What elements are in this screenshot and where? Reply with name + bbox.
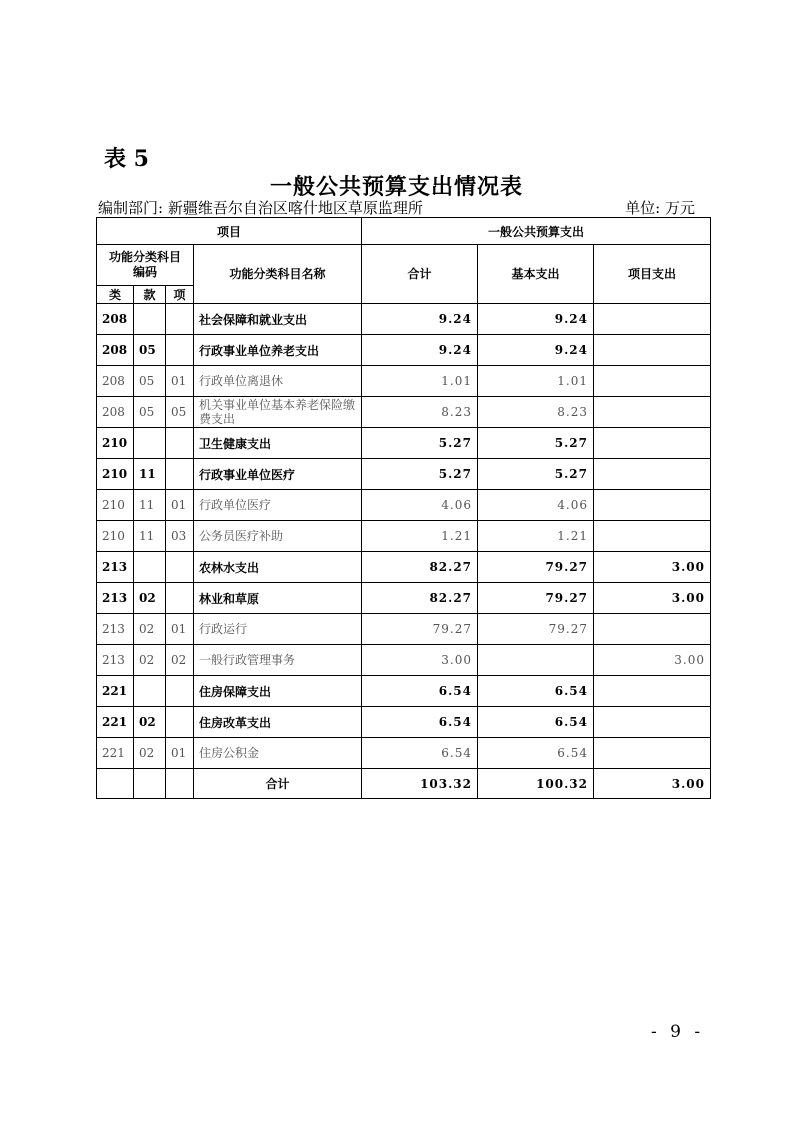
name-cell: 行政单位医疗 bbox=[194, 490, 362, 521]
basic-cell: 5.27 bbox=[478, 459, 594, 490]
kuan-cell: 02 bbox=[134, 583, 166, 614]
lei-cell: 210 bbox=[97, 521, 134, 552]
name-cell: 行政单位离退休 bbox=[194, 366, 362, 397]
kuan-cell: 05 bbox=[134, 335, 166, 366]
code-header-line1: 功能分类科目 bbox=[108, 250, 181, 264]
item-header: 项目支出 bbox=[594, 245, 711, 304]
lei-cell: 210 bbox=[97, 459, 134, 490]
total-amount: 103.32 bbox=[362, 769, 478, 799]
lei-cell: 208 bbox=[97, 366, 134, 397]
item-cell bbox=[594, 304, 711, 335]
total-cell: 8.23 bbox=[362, 397, 478, 428]
lei-cell: 221 bbox=[97, 707, 134, 738]
item-cell bbox=[594, 428, 711, 459]
total-item: 3.00 bbox=[594, 769, 711, 799]
table-row bbox=[97, 707, 711, 738]
table-row bbox=[97, 304, 711, 335]
kuan-cell: 11 bbox=[134, 521, 166, 552]
item-cell: 3.00 bbox=[594, 552, 711, 583]
total-basic: 100.32 bbox=[478, 769, 594, 799]
xiang-cell bbox=[166, 304, 194, 335]
name-cell: 林业和草原 bbox=[194, 583, 362, 614]
total-cell: 6.54 bbox=[362, 676, 478, 707]
department-label: 编制部门: 新疆维吾尔自治区喀什地区草原监理所 bbox=[98, 199, 423, 217]
basic-cell: 5.27 bbox=[478, 428, 594, 459]
name-cell: 住房公积金 bbox=[194, 738, 362, 769]
table-row bbox=[97, 552, 711, 583]
xiang-cell: 01 bbox=[166, 366, 194, 397]
total-cell: 82.27 bbox=[362, 552, 478, 583]
total-cell: 6.54 bbox=[362, 738, 478, 769]
total-header: 合计 bbox=[362, 245, 478, 304]
basic-cell: 79.27 bbox=[478, 552, 594, 583]
name-cell: 农林水支出 bbox=[194, 552, 362, 583]
kuan-cell: 02 bbox=[134, 614, 166, 645]
item-cell bbox=[594, 397, 711, 428]
lei-cell: 210 bbox=[97, 428, 134, 459]
budget-header: 一般公共预算支出 bbox=[362, 218, 711, 245]
basic-cell: 8.23 bbox=[478, 397, 594, 428]
total-cell: 82.27 bbox=[362, 583, 478, 614]
kuan-cell: 02 bbox=[134, 738, 166, 769]
table-row bbox=[97, 614, 711, 645]
kuan-cell: 05 bbox=[134, 397, 166, 428]
project-header: 项目 bbox=[97, 218, 362, 245]
basic-cell: 6.54 bbox=[478, 707, 594, 738]
name-cell: 公务员医疗补助 bbox=[194, 521, 362, 552]
name-header: 功能分类科目名称 bbox=[194, 245, 362, 304]
item-cell bbox=[594, 521, 711, 552]
budget-table bbox=[96, 217, 711, 799]
kuan-cell: 11 bbox=[134, 459, 166, 490]
table-row bbox=[97, 397, 711, 428]
item-cell bbox=[594, 614, 711, 645]
xiang-cell bbox=[166, 676, 194, 707]
lei-cell: 221 bbox=[97, 676, 134, 707]
total-row bbox=[97, 769, 711, 799]
item-cell bbox=[594, 707, 711, 738]
lei-header: 类 bbox=[97, 286, 134, 304]
kuan-cell: 05 bbox=[134, 366, 166, 397]
code-header bbox=[97, 245, 194, 286]
kuan-cell bbox=[134, 676, 166, 707]
xiang-cell: 02 bbox=[166, 645, 194, 676]
total-cell: 79.27 bbox=[362, 614, 478, 645]
name-cell: 机关事业单位基本养老保险缴费支出 bbox=[194, 397, 362, 428]
name-cell: 住房保障支出 bbox=[194, 676, 362, 707]
kuan-cell: 02 bbox=[134, 707, 166, 738]
kuan-cell: 11 bbox=[134, 490, 166, 521]
basic-header: 基本支出 bbox=[478, 245, 594, 304]
kuan-cell bbox=[134, 428, 166, 459]
basic-cell: 79.27 bbox=[478, 614, 594, 645]
item-cell: 3.00 bbox=[594, 583, 711, 614]
item-cell bbox=[594, 366, 711, 397]
xiang-cell bbox=[166, 552, 194, 583]
xiang-cell bbox=[166, 335, 194, 366]
xiang-header: 项 bbox=[166, 286, 194, 304]
name-cell: 住房改革支出 bbox=[194, 707, 362, 738]
basic-cell: 6.54 bbox=[478, 738, 594, 769]
lei-cell: 210 bbox=[97, 490, 134, 521]
total-xiang-cell bbox=[166, 769, 194, 799]
table-row bbox=[97, 335, 711, 366]
total-lei-cell bbox=[97, 769, 134, 799]
lei-cell: 208 bbox=[97, 304, 134, 335]
basic-cell bbox=[478, 645, 594, 676]
xiang-cell bbox=[166, 707, 194, 738]
basic-cell: 6.54 bbox=[478, 676, 594, 707]
basic-cell: 1.21 bbox=[478, 521, 594, 552]
item-cell bbox=[594, 459, 711, 490]
basic-cell: 1.01 bbox=[478, 366, 594, 397]
lei-cell: 213 bbox=[97, 583, 134, 614]
lei-cell: 208 bbox=[97, 397, 134, 428]
total-cell: 5.27 bbox=[362, 459, 478, 490]
name-cell: 卫生健康支出 bbox=[194, 428, 362, 459]
table-row bbox=[97, 676, 711, 707]
total-cell: 1.01 bbox=[362, 366, 478, 397]
item-cell: 3.00 bbox=[594, 645, 711, 676]
item-cell bbox=[594, 738, 711, 769]
lei-cell: 213 bbox=[97, 552, 134, 583]
name-cell: 行政事业单位医疗 bbox=[194, 459, 362, 490]
table-row bbox=[97, 459, 711, 490]
xiang-cell bbox=[166, 459, 194, 490]
xiang-cell: 01 bbox=[166, 490, 194, 521]
name-cell: 一般行政管理事务 bbox=[194, 645, 362, 676]
xiang-cell: 01 bbox=[166, 738, 194, 769]
table-body bbox=[97, 304, 711, 769]
document-title: 一般公共预算支出情况表 bbox=[269, 174, 523, 200]
basic-cell: 4.06 bbox=[478, 490, 594, 521]
total-cell: 3.00 bbox=[362, 645, 478, 676]
total-cell: 5.27 bbox=[362, 428, 478, 459]
table-row bbox=[97, 428, 711, 459]
lei-cell: 213 bbox=[97, 645, 134, 676]
total-cell: 9.24 bbox=[362, 304, 478, 335]
item-cell bbox=[594, 490, 711, 521]
basic-cell: 79.27 bbox=[478, 583, 594, 614]
table-number: 表 5 bbox=[104, 146, 149, 172]
table-row bbox=[97, 521, 711, 552]
kuan-cell bbox=[134, 552, 166, 583]
name-cell: 行政运行 bbox=[194, 614, 362, 645]
lei-cell: 221 bbox=[97, 738, 134, 769]
kuan-header: 款 bbox=[134, 286, 166, 304]
basic-cell: 9.24 bbox=[478, 335, 594, 366]
xiang-cell bbox=[166, 428, 194, 459]
xiang-cell bbox=[166, 583, 194, 614]
code-header-line2: 编码 bbox=[132, 265, 157, 279]
xiang-cell: 05 bbox=[166, 397, 194, 428]
table-row bbox=[97, 645, 711, 676]
name-cell: 社会保障和就业支出 bbox=[194, 304, 362, 335]
kuan-cell bbox=[134, 304, 166, 335]
name-cell: 行政事业单位养老支出 bbox=[194, 335, 362, 366]
total-cell: 6.54 bbox=[362, 707, 478, 738]
total-label: 合计 bbox=[194, 769, 362, 799]
item-cell bbox=[594, 335, 711, 366]
lei-cell: 213 bbox=[97, 614, 134, 645]
total-cell: 4.06 bbox=[362, 490, 478, 521]
basic-cell: 9.24 bbox=[478, 304, 594, 335]
total-cell: 1.21 bbox=[362, 521, 478, 552]
unit-label: 单位: 万元 bbox=[625, 199, 695, 217]
table-row bbox=[97, 366, 711, 397]
lei-cell: 208 bbox=[97, 335, 134, 366]
xiang-cell: 01 bbox=[166, 614, 194, 645]
table-row bbox=[97, 583, 711, 614]
table-row bbox=[97, 490, 711, 521]
xiang-cell: 03 bbox=[166, 521, 194, 552]
total-kuan-cell bbox=[134, 769, 166, 799]
table-row bbox=[97, 738, 711, 769]
item-cell bbox=[594, 676, 711, 707]
kuan-cell: 02 bbox=[134, 645, 166, 676]
total-cell: 9.24 bbox=[362, 335, 478, 366]
page-number: - 9 - bbox=[651, 1022, 705, 1042]
